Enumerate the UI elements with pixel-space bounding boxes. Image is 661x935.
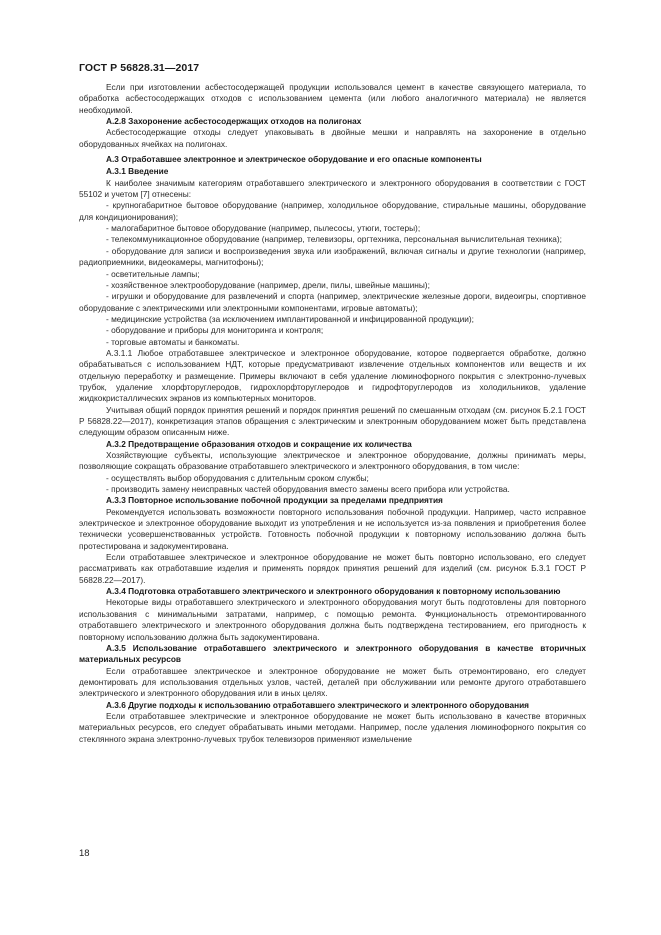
list-item: - производить замену неисправных частей оборудования вместо замены всего прибора или устройства. bbox=[106, 484, 510, 495]
list-item: - телекоммуникационное оборудование (например, телевизоры, оргтехника, персональная вычислительная техника); bbox=[106, 234, 562, 245]
list-item: - хозяйственное электрооборудование (например, дрели, пилы, швейные машины); bbox=[106, 279, 430, 290]
document-body bbox=[79, 82, 586, 745]
list-item: - крупногабаритное бытовое оборудование (например, холодильное оборудование, стиральные машины, оборудование для кондиционирования); bbox=[79, 200, 586, 222]
paragraph: Некоторые виды отработавшего электрического и электронного оборудования могут быть подготовлены для повторного использования с минимальными затратами, например, с помощью ремонта. Функциональность отремонтированного отработавшего электрического и электронного оборудования должна быть подтверждена тестированием, его пригодность к повторному использованию должна быть задокументирована. bbox=[79, 597, 586, 642]
list-item: - торговые автоматы и банкоматы. bbox=[106, 336, 240, 347]
list-item: - оборудование для записи и воспроизведения звука или изображений, включая сигналы и другие технологии (например, радиоприемники, видеокамеры, магнитофоны); bbox=[79, 245, 586, 268]
list-item: - малогабаритное бытовое оборудование (например, пылесосы, утюги, тостеры); bbox=[106, 223, 421, 234]
list-item: - осуществлять выбор оборудования с длительным сроком службы; bbox=[106, 472, 369, 483]
paragraph: Рекомендуется использовать возможности повторного использования побочной продукции. Например, часто исправное электрическое и электронное оборудование выходит из употребления и не используется из-за появления и приобретения более технически усовершенствованных устройств. Готовность побочной продукции к повторному использованию должна быть протестирована и задокументирована. bbox=[79, 506, 586, 551]
paragraph: Если отработавшее электрические и электронное оборудование не может быть использовано в качестве вторичных материальных ресурсов, его следует обрабатывать иными методами. Например, после удаления люминофорного покрытия со стеклянного экрана электронно-лучевых трубок телевизоров применяют измельчение bbox=[79, 710, 586, 744]
paragraph: К наиболее значимым категориям отработавшего электрического и электронного оборудования в соответствии с ГОСТ 55102 и учетом [7] отнесены: bbox=[79, 177, 586, 200]
paragraph: Учитывая общий порядок принятия решений и порядок принятия решений по смешанным отходам (см. рисунок Б.2.1 ГОСТ Р 56828.22—2017), конкретизация этапов обращения с электрическим и электронным оборудованием может быть представлена следующим образом описанным ниже. bbox=[79, 404, 586, 438]
list-item: - осветительные лампы; bbox=[106, 268, 200, 279]
section-heading-a34: А.3.4 Подготовка отработавшего электрического и электронного оборудования к повторному использованию bbox=[106, 586, 561, 597]
section-heading-a33: А.3.3 Повторное использование побочной продукции за пределами предприятия bbox=[106, 495, 443, 506]
section-heading-a35: А.3.5 Использование отработавшего электрического и электронного оборудования в качестве вторичных материальных ресурсов bbox=[79, 642, 586, 665]
section-heading-a32: А.3.2 Предотвращение образования отходов и сокращение их количества bbox=[106, 438, 412, 449]
paragraph: Если отработавшее электрическое и электронное оборудование не может быть отремонтировано, его следует демонтировать для использования отдельных узлов, частей, деталей при обслуживании или ремонте другого отработавшего электрического и электронного оборудования или в иных целях. bbox=[79, 665, 586, 699]
list-item: - игрушки и оборудование для развлечений и спорта (например, электрические железные дороги, видеоигры, спортивное оборудование с электрическими или электронными компонентами, игровые автоматы); bbox=[79, 291, 586, 313]
document-header: ГОСТ Р 56828.31—2017 bbox=[79, 62, 200, 74]
paragraph: Если отработавшее электрическое и электронное оборудование не может быть повторно использовано, его следует рассматривать как отработавшие изделия и применять порядок принятия решений для изделий (см. рисунок Б.3.1 ГОСТ Р 56828.22—2017). bbox=[79, 552, 586, 585]
section-heading-a28: А.2.8 Захоронение асбестосодержащих отходов на полигонах bbox=[106, 116, 362, 127]
section-heading-a31: А.3.1 Введение bbox=[106, 166, 169, 177]
paragraph: Асбестосодержащие отходы следует упаковывать в двойные мешки и направлять на захоронение в отдельно оборудованных ячейках на полигонах. bbox=[79, 127, 586, 149]
paragraph: А.3.1.1 Любое отработавшее электрическое и электронное оборудование, которое подвергается обработке, должно обрабатываться с использованием НДТ, которые предусматривают извлечение отдельных компонентов или веществ и их отдельную переработку и размещение. Примеры включают в себя удаление люминофорного покрытия с электронно-лучевых трубок, удаление хлорфторуглеродов, гидрохлорфторуглеродов и гидрофторуглеродов из холодильников, удаление жидкокристаллических экранов из компьютерных мониторов. bbox=[79, 347, 586, 404]
paragraph: Если при изготовлении асбестосодержащей продукции использовался цемент в качестве связующего материала, то обработка асбестосодержащих отходов с использованием цемента (или любого аналогичного материала) не является необходимой. bbox=[79, 82, 586, 115]
page-number: 18 bbox=[79, 848, 90, 859]
section-heading-a36: А.3.6 Другие подходы к использованию отработавшего электрического и электронного оборудования bbox=[106, 699, 530, 710]
list-item: - медицинские устройства (за исключением имплантированной и инфицированной продукции); bbox=[106, 313, 474, 324]
section-heading-a3: А.3 Отработавшее электронное и электрическое оборудование и его опасные компоненты bbox=[106, 154, 482, 165]
list-item: - оборудование и приборы для мониторинга и контроля; bbox=[106, 325, 324, 336]
paragraph: Хозяйствующие субъекты, использующие электрическое и электронное оборудование, должны принимать меры, позволяющие сокращать образование отработавшего электрического и электронного оборудования, в том числе: bbox=[79, 450, 586, 472]
